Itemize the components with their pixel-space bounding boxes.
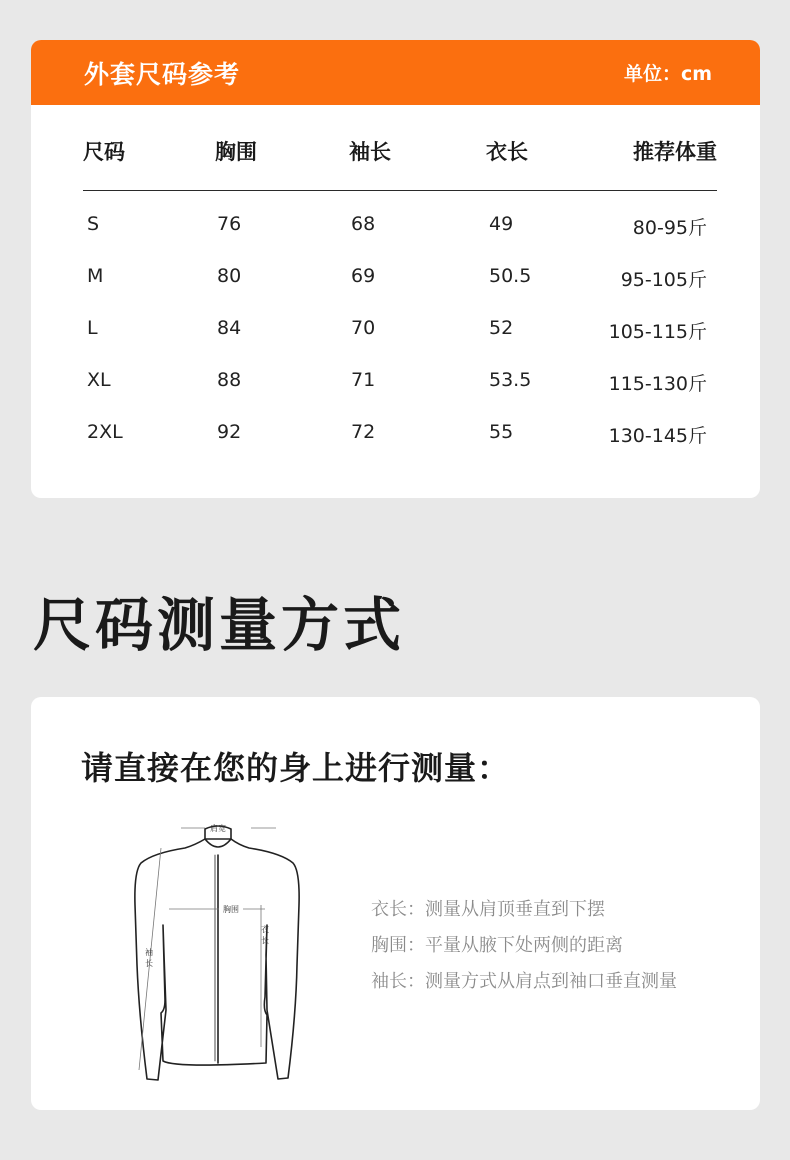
table-header-row	[83, 130, 717, 191]
cell-size: 2XL	[87, 421, 123, 443]
label-length-top: 衣	[261, 925, 269, 934]
label-sleeve-bottom: 长	[145, 959, 153, 968]
size-chart-title: 外套尺码参考	[84, 59, 241, 89]
header-chest: 胸围	[215, 140, 257, 164]
size-table	[83, 105, 717, 473]
measurement-notes	[371, 895, 677, 1003]
cell-length: 53.5	[489, 369, 532, 391]
cell-sleeve: 72	[351, 421, 376, 443]
cell-length: 55	[489, 421, 514, 443]
label-length-bottom: 长	[261, 936, 269, 945]
note-sleeve: 袖长：测量方式从肩点到袖口垂直测量	[371, 971, 677, 992]
label-shoulder: 肩宽	[210, 824, 226, 833]
table-row	[83, 317, 717, 369]
cell-weight: 95-105斤	[620, 269, 707, 291]
cell-length: 52	[489, 317, 514, 339]
table-row	[83, 421, 717, 473]
cell-size: M	[87, 265, 104, 287]
label-chest: 胸围	[223, 905, 239, 914]
header-size: 尺码	[83, 140, 125, 164]
cell-weight: 130-145斤	[608, 425, 707, 447]
header-length: 衣长	[486, 140, 528, 164]
header-weight: 推荐体重	[633, 140, 717, 164]
table-row	[83, 369, 717, 421]
note-chest: 胸围：平量从腋下处两侧的距离	[371, 935, 623, 956]
cell-sleeve: 68	[351, 213, 376, 235]
cell-sleeve: 69	[351, 265, 376, 287]
measurement-card	[31, 697, 760, 1110]
cell-weight: 105-115斤	[608, 321, 707, 343]
unit-label: 单位：cm	[623, 63, 712, 85]
cell-size: S	[87, 213, 100, 235]
cell-sleeve: 70	[351, 317, 376, 339]
cell-sleeve: 71	[351, 369, 376, 391]
cell-chest: 92	[217, 421, 242, 443]
measurement-instruction: 请直接在您的身上进行测量：	[81, 749, 511, 787]
cell-length: 50.5	[489, 265, 532, 287]
cell-size: XL	[87, 369, 111, 391]
measurement-section-heading: 尺码测量方式	[33, 591, 406, 659]
cell-length: 49	[489, 213, 514, 235]
size-chart-header	[31, 40, 760, 105]
cell-chest: 84	[217, 317, 242, 339]
label-sleeve-top: 袖	[145, 948, 153, 957]
cell-size: L	[87, 317, 98, 339]
header-sleeve: 袖长	[349, 140, 391, 164]
table-row	[83, 265, 717, 317]
cell-chest: 88	[217, 369, 242, 391]
note-length: 衣长：测量从肩顶垂直到下摆	[371, 899, 605, 920]
cell-chest: 80	[217, 265, 242, 287]
cell-weight: 80-95斤	[632, 217, 707, 239]
table-row	[83, 213, 717, 265]
cell-chest: 76	[217, 213, 242, 235]
jacket-diagram	[101, 815, 341, 1090]
size-chart-card	[31, 40, 760, 498]
cell-weight: 115-130斤	[608, 373, 707, 395]
